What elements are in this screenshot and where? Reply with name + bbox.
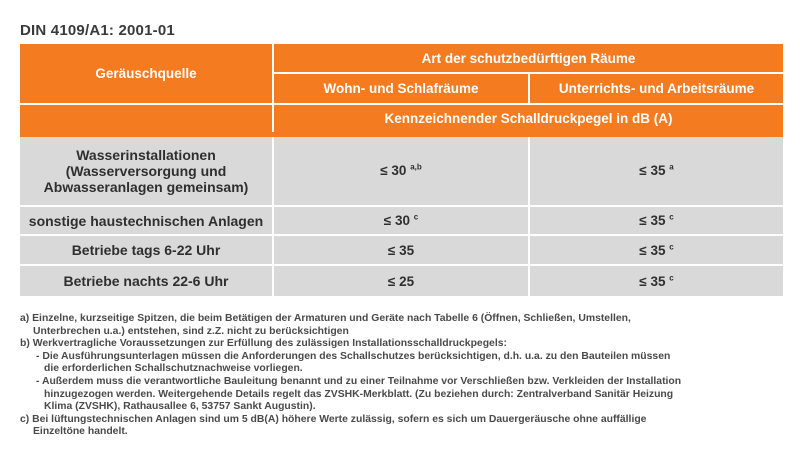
footnote-b-item-cont: hinzugezogen werden. Weitergehende Details regelt das ZVSHK-Merkblatt. (Zu beziehen durch: Zentralverband Sanitär Heizung: [44, 388, 674, 400]
level-living-cell: [273, 134, 529, 206]
level-value: ≤ 35: [387, 242, 415, 258]
table-row: [20, 265, 783, 296]
level-working-cell: [529, 265, 783, 296]
footnote-a: a) Einzelne, kurzseitige Spitzen, die beim Betätigen der Armaturen und Geräte nach Tabelle 6 (Öffnen, Schließen, Umstellen,: [20, 313, 631, 324]
footnote-b-item-cont: die erforderlichen Schallschutznachweise vorliegen.: [44, 363, 303, 375]
footnote-b-item-cont: Klima (ZVSHK), Rathausallee 6, 53757 Sankt Augustin).: [44, 401, 316, 413]
noise-limit-table: [20, 44, 783, 296]
level-working-cell: [529, 235, 783, 265]
level-working-cell: [529, 134, 783, 206]
level-living-cell: [273, 206, 529, 235]
header-room-type-group: Art der schutzbedürftigen Räume: [273, 44, 783, 73]
footnote-ref: c: [669, 273, 674, 282]
noise-source-cell: [20, 134, 273, 206]
level-living-cell: [273, 235, 529, 265]
footnote-c: c) Bei lüftungstechnischen Anlagen sind um 5 dB(A) höhere Werte zulässig, sofern es sich um Dauergeräusche ohne auffällige: [20, 413, 647, 425]
document-title: DIN 4109/A1: 2001-01: [20, 22, 175, 39]
footnote-ref: c: [669, 242, 674, 251]
header-blank-cell: [20, 104, 273, 134]
header-noise-source: Geräuschquelle: [20, 44, 273, 104]
footnote-ref: c: [413, 212, 419, 222]
noise-source-cell: sonstige haustechnischen Anlagen: [20, 206, 273, 235]
level-value: ≤ 35: [639, 242, 666, 258]
level-value: ≤ 30: [380, 163, 407, 179]
noise-source-line: (Wasserversorgung und: [65, 162, 227, 179]
noise-source-line: Abwasseranlagen gemeinsam): [43, 178, 249, 195]
level-value: ≤ 35: [639, 273, 666, 289]
level-working-cell: [529, 206, 783, 235]
footnotes: [20, 313, 760, 439]
table-row: [20, 235, 783, 265]
level-value: ≤ 35: [639, 213, 666, 228]
noise-source-cell: Betriebe nachts 22-6 Uhr: [20, 265, 273, 296]
noise-source-cell: Betriebe tags 6-22 Uhr: [20, 235, 273, 265]
table-row: [20, 206, 783, 235]
level-value: ≤ 35: [639, 163, 666, 179]
footnote-b: b) Werkvertragliche Voraussetzungen zur Erfüllung des zulässigen Installationsschalldruckpegels:: [20, 338, 507, 350]
footnote-b-item: - Die Ausführungsunterlagen müssen die Anforderungen des Schallschutzes berücksichtigen, d.h. u.a. zu den Bauteilen müssen: [36, 350, 671, 362]
table-row: [20, 134, 783, 206]
footnote-b-item: - Außerdem muss die verantwortliche Bauleitung benannt und zu einer Teilnahme vor Verschließen bzw. Verkleiden der Installation: [36, 375, 682, 387]
noise-source-line: Wasserinstallationen: [76, 146, 216, 163]
footnote-ref: a,b: [410, 162, 422, 172]
footnote-c-cont: Einzeltöne handelt.: [33, 426, 128, 438]
level-value: ≤ 30: [383, 213, 410, 228]
header-teaching-working: Unterrichts- und Arbeitsräume: [529, 73, 783, 104]
header-living-sleeping: Wohn- und Schlafräume: [273, 73, 529, 104]
level-value: ≤ 25: [387, 273, 415, 289]
level-living-cell: [273, 265, 529, 296]
header-sound-level: Kennzeichnender Schalldruckpegel in dB (A): [273, 104, 783, 134]
footnote-ref: c: [669, 212, 674, 222]
footnote-a-cont: Unterbrechen u.a.) entstehen, sind z.Z. nicht zu berücksichtigen: [33, 325, 349, 337]
footnote-ref: a: [669, 162, 674, 172]
